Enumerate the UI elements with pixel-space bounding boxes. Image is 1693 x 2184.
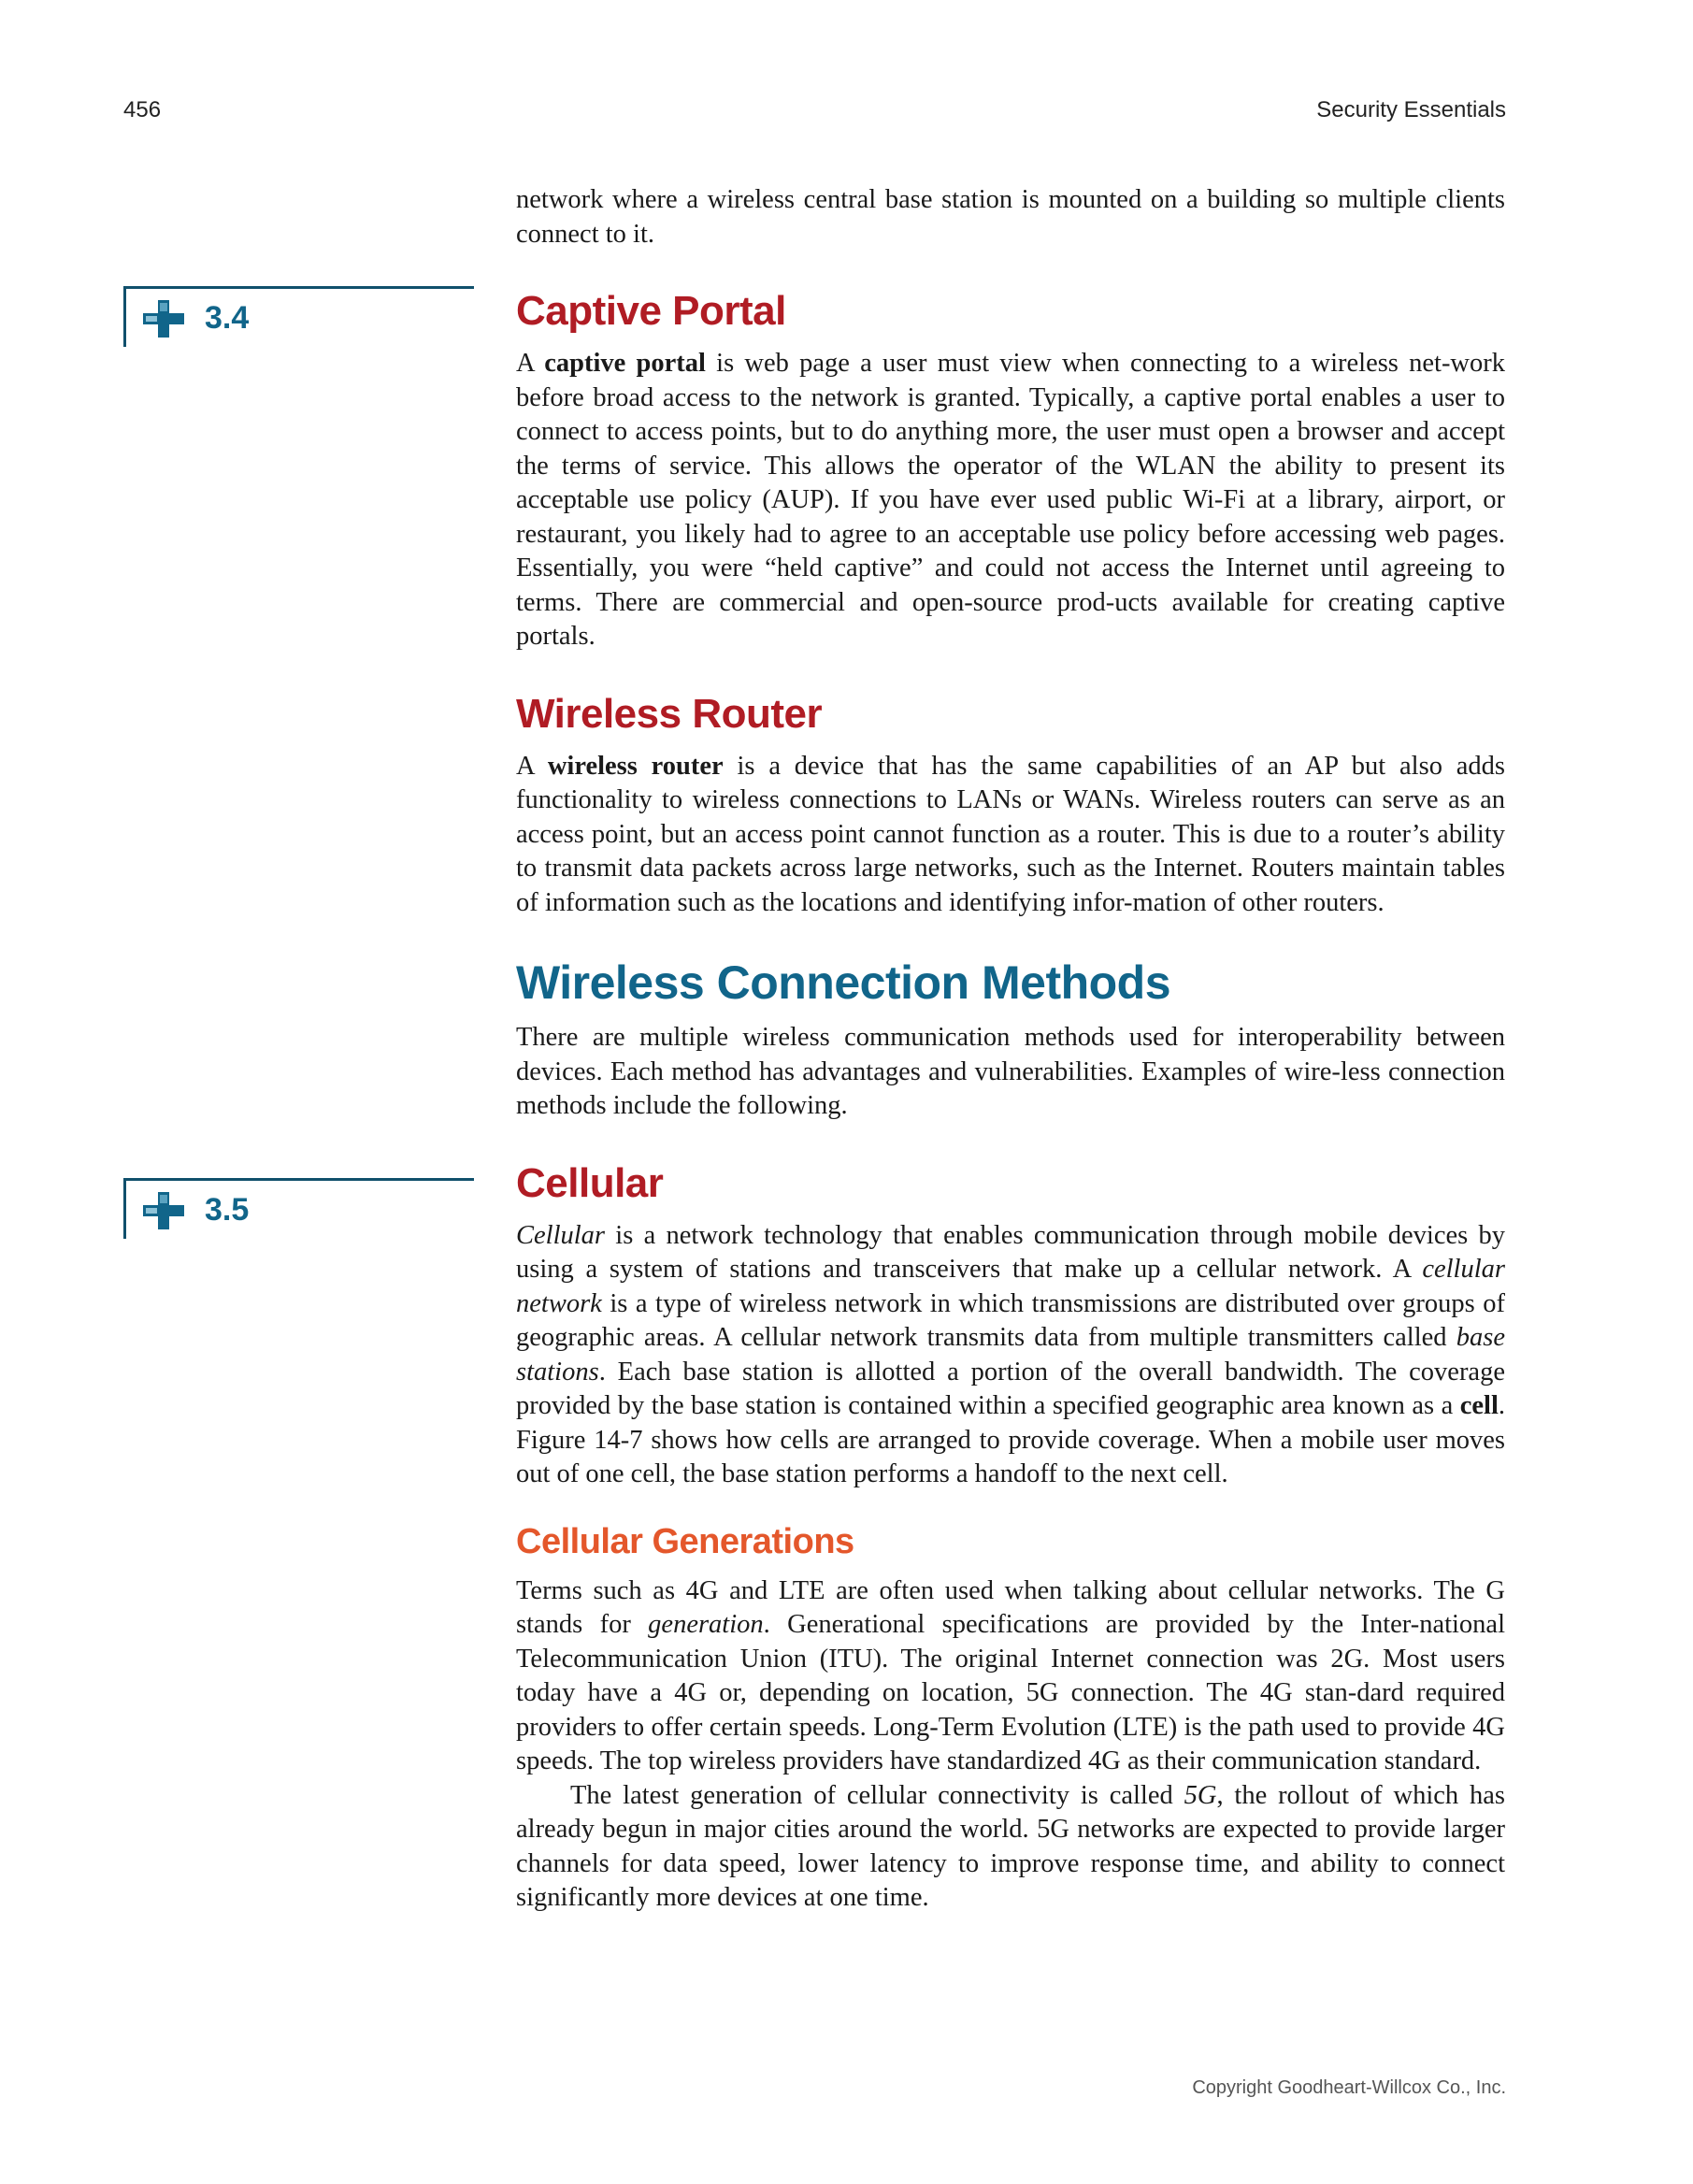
cellular-generations-paragraph-2: The latest generation of cellular connectivity is called 5G, the rollout of which has already begun in major cities around the world. 5G networks are expected to provide larger channels for data speed, lower latency to improve response time, and ability to connect significantly more devices at one time. <box>516 1780 1505 1912</box>
term-cellular-network: cellular network <box>516 1255 1505 1318</box>
copyright-notice: Copyright Goodheart-Willcox Co., Inc. <box>1192 2077 1506 2098</box>
objective-cross-icon <box>143 1192 184 1229</box>
objective-number: 3.5 <box>205 1192 250 1228</box>
term-cell: cell <box>1459 1391 1499 1420</box>
running-head: Security Essentials <box>1316 97 1506 122</box>
term-base-stations: base stations <box>516 1323 1505 1387</box>
objective-marker-3-4 <box>123 286 474 347</box>
term-cellular: Cellular <box>516 1220 606 1250</box>
cellular-generations-paragraph-1: Terms such as 4G and LTE are often used when talking about cellular networks. The G stands for generation. Generational specifications are provided by the Inter-national Telecommunication Union (ITU). The original Internet connection was 2G. Most users today have a 4G or, depending on location, 5G connection. The 4G stan-dard required providers to offer certain speeds. Long-Term Evolution (LTE) is the path used to provide 4G speeds. The top wireless providers have standardized 4G as their communication standard. <box>516 1575 1505 1775</box>
main-text-column <box>516 183 1505 1916</box>
captive-portal-paragraph: A captive portal is web page a user must view when connecting to a wireless net-work before broad access to the network is granted. Typically, a captive portal enables a user to connect to access points, but to do anything more, the user must open a browser and accept the terms of service. This allows the operator of the WLAN the ability to present its acceptable use policy (AUP). If you have ever used public Wi-Fi at a library, airport, or restaurant, you likely had to agree to an acceptable use policy before accessing web pages. Essentially, you were “held captive” and could not access the Internet until agreeing to terms. There are commercial and open-source prod-ucts available for creating captive portals. <box>516 349 1506 651</box>
wireless-router-paragraph: A wireless router is a device that has the same capabilities of an AP but also adds functionality to wireless connections to LANs or WANs. Wireless routers can serve as an access point, but an access point cannot function as a router. This is due to a router’s ability to transmit data packets across large networks, such as the Internet. Routers maintain tables of information such as the locations and identifying infor-mation of other routers. <box>516 751 1505 917</box>
cellular-paragraph: Cellular is a network technology that enables communication through mobile devices by using a system of stations and transceivers that make up a cellular network. A cellular network is a type of wireless network in which transmissions are distributed over groups of geographic areas. A cellular network transmits data from multiple transmitters called base stations. Each base station is allotted a portion of the overall bandwidth. The coverage provided by the base station is contained within a specified geographic area known as a cell. Figure 14-7 shows how cells are arranged to provide coverage. When a mobile user moves out of one cell, the base station performs a handoff to the next cell. <box>516 1220 1505 1488</box>
heading-captive-portal: Captive Portal <box>516 288 786 334</box>
connection-methods-paragraph: There are multiple wireless communication methods used for interoperability between devices. Each method has advantages and vulnerabilities. Examples of wire-less connection methods include the following. <box>516 1023 1505 1120</box>
term-wireless-router: wireless router <box>547 751 724 781</box>
term-5g: 5G <box>1184 1780 1217 1810</box>
objective-marker-3-5 <box>123 1178 474 1239</box>
term-generation: generation <box>648 1610 764 1639</box>
heading-cellular: Cellular <box>516 1159 664 1206</box>
heading-cellular-generations: Cellular Generations <box>516 1521 854 1561</box>
heading-wireless-connection-methods: Wireless Connection Methods <box>516 956 1171 1009</box>
objective-number: 3.4 <box>205 300 250 336</box>
page-number: 456 <box>123 97 162 122</box>
objective-cross-icon <box>143 300 184 338</box>
heading-wireless-router: Wireless Router <box>516 690 823 737</box>
intro-paragraph: network where a wireless central base station is mounted on a building so multiple clients connect to it. <box>516 185 1505 249</box>
term-captive-portal: captive portal <box>544 349 706 378</box>
